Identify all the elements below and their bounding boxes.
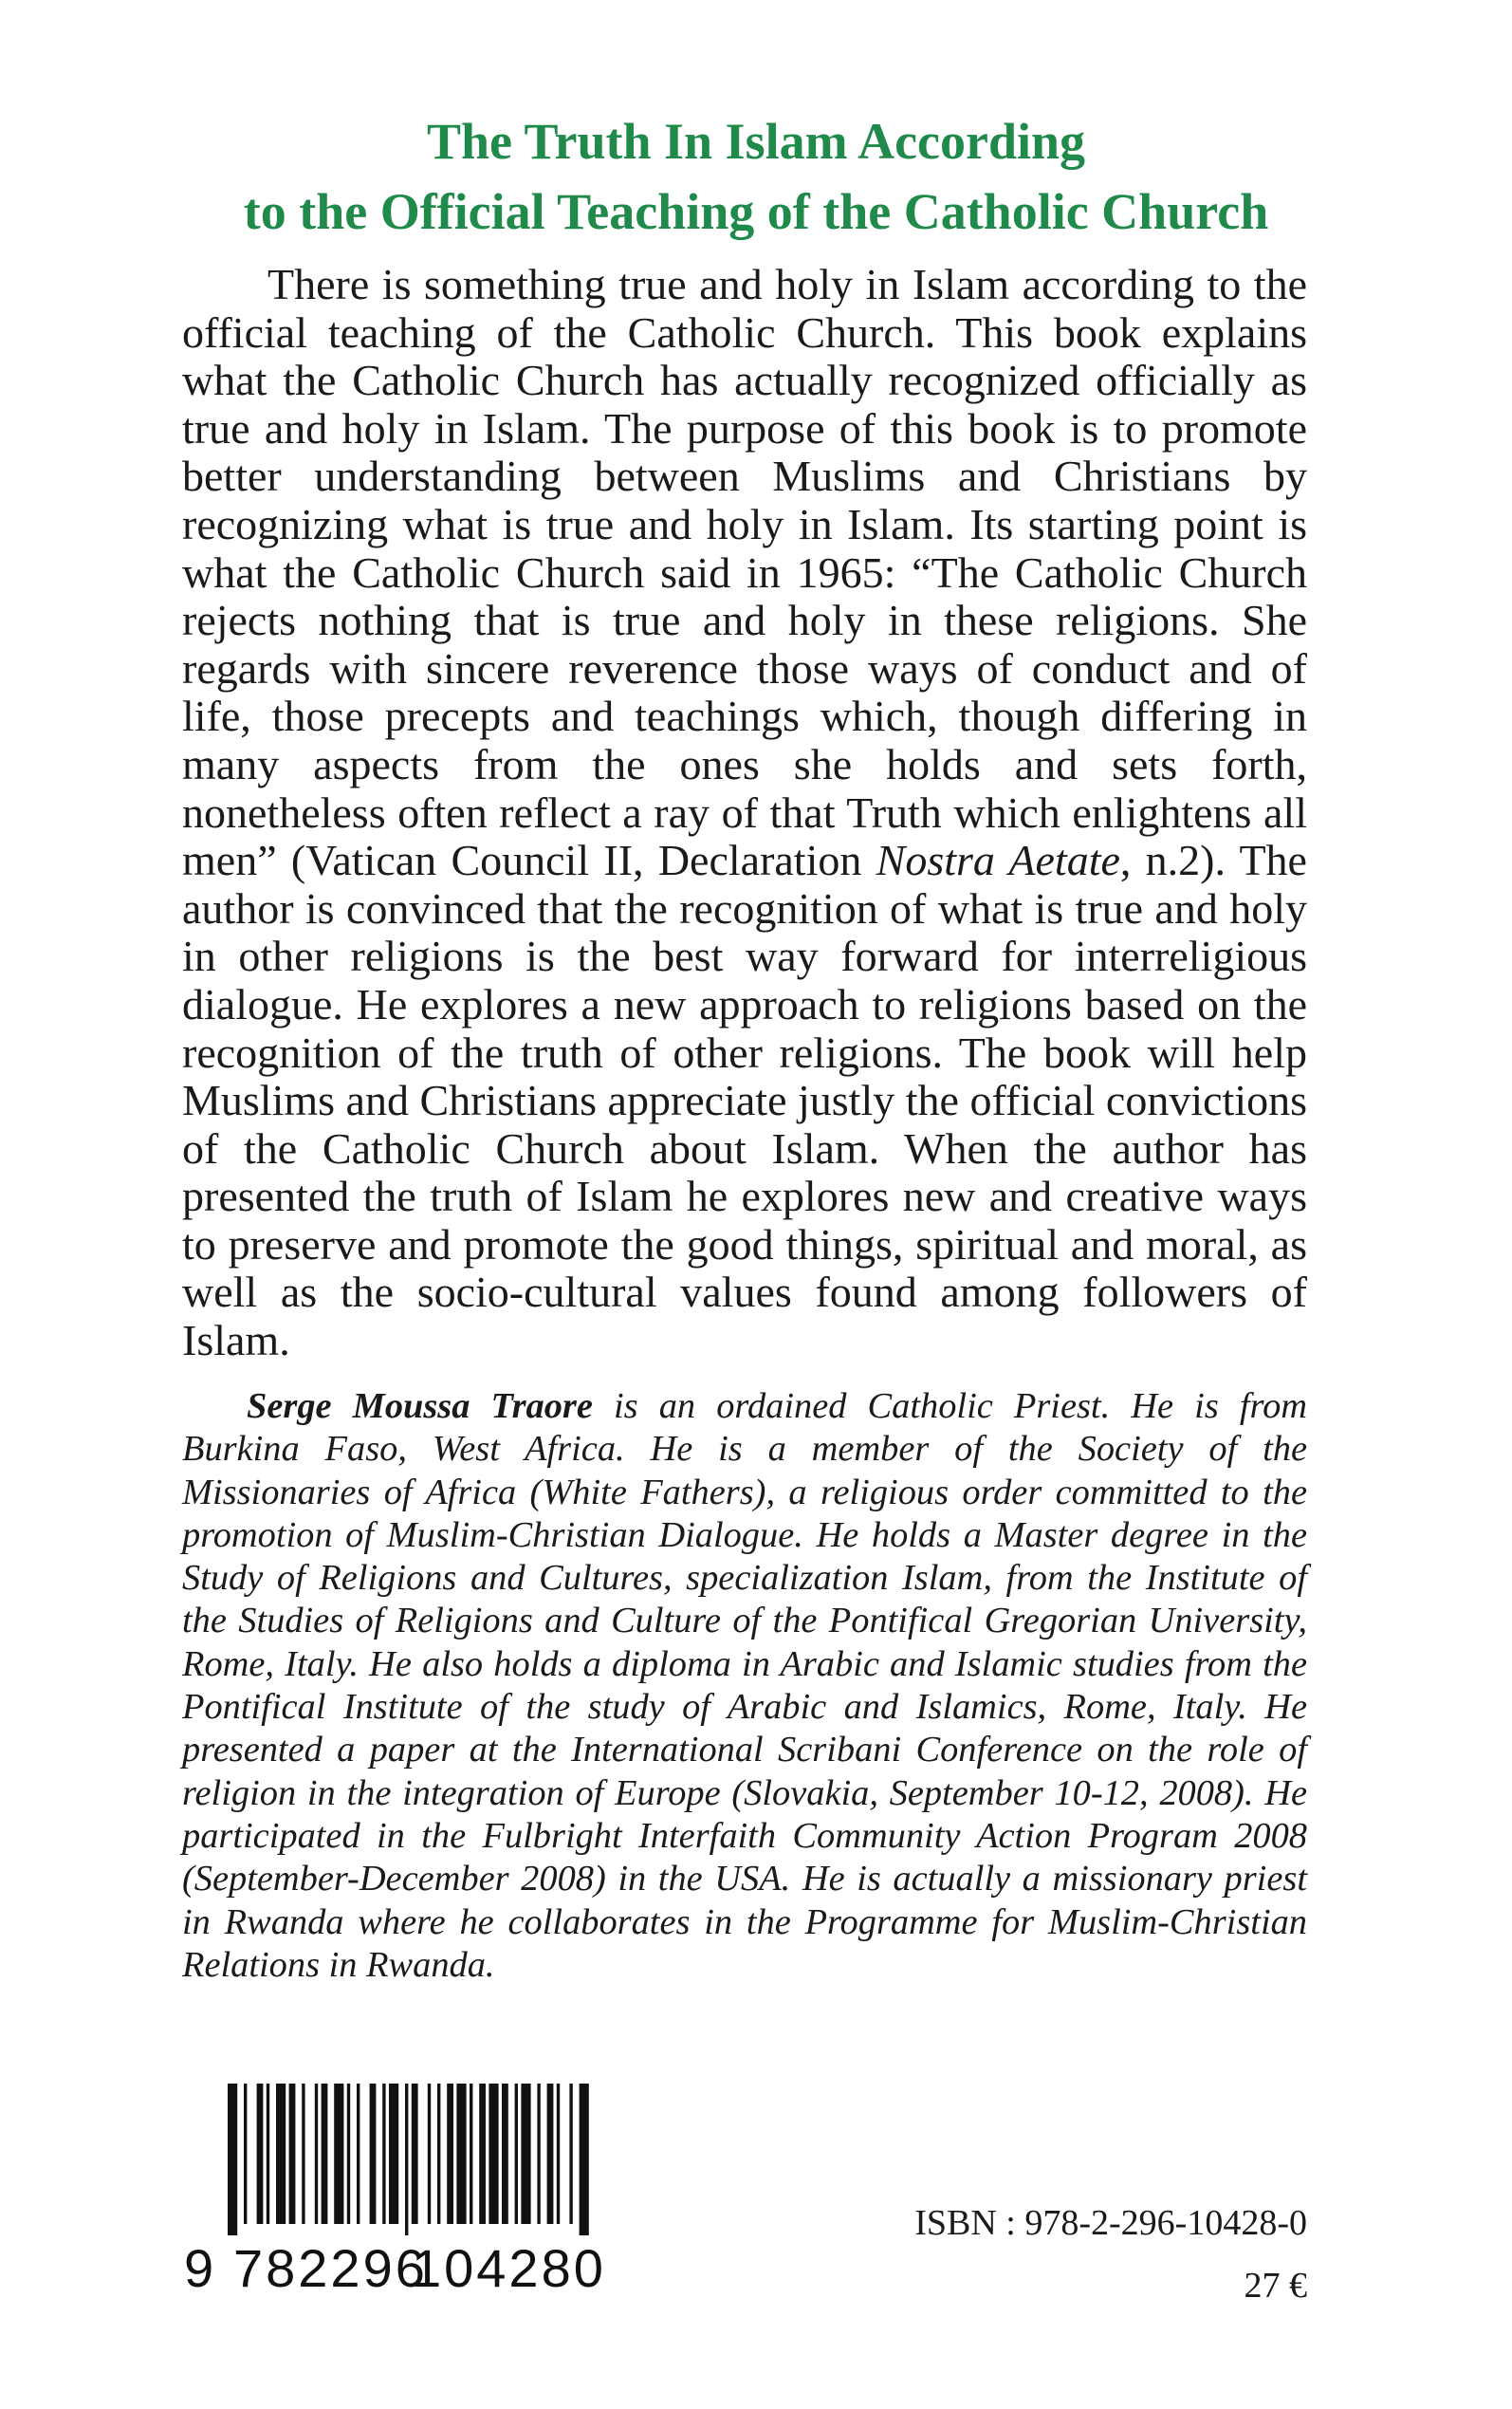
barcode-bar [302, 2084, 304, 2224]
barcode-bar [315, 2084, 318, 2224]
barcode-bar [370, 2084, 377, 2224]
barcode-bar [428, 2084, 431, 2224]
barcode-bar [502, 2084, 508, 2224]
barcode-bar [569, 2084, 572, 2224]
barcode-bar [547, 2084, 554, 2224]
barcode-digit-first: 9 [184, 2238, 214, 2298]
barcode-bar [479, 2084, 486, 2224]
barcode-bar [257, 2084, 264, 2224]
barcode-bar [470, 2084, 472, 2224]
book-title-line-1: The Truth In Islam According [426, 113, 1086, 170]
author-name: Serge Moussa Traore [247, 1386, 593, 1426]
barcode-digits-right-group: 104280 [412, 2238, 606, 2298]
barcode-bar [334, 2084, 343, 2224]
barcode-bar [276, 2084, 286, 2224]
barcode-bar [267, 2084, 269, 2224]
author-biography [182, 1385, 1307, 1987]
barcode-bar [357, 2084, 360, 2224]
barcode-bar [244, 2084, 247, 2224]
author-bio-text: is an ordained Catholic Priest. He is from Burkina Faso, West Africa. He is a member of the Society of the Missionaries of Africa (White Fathers), a religious order committed to the promotion of Muslim-Christian Dialogue. He holds a Master degree in the Study of Religions and Cultures, specialization Islam, from the Institute of the Studies of Religions and Culture of the Pontifical Gregorian University, Rome, Italy. He also holds a diploma in Arabic and Islamic studies from the Pontifical Institute of the study of Arabic and Islamics, Rome, Italy. He presented a paper at the International Scribani Conference on the role of religion in the integration of Europe (Slovakia, September 10-12, 2008). He participated in the Fulbright Interfaith Community Action Program 2008 (September-December 2008) in the USA. He is actually a missionary priest in Rwanda where he collaborates in the Programme for Muslim-Christian Relations in Rwanda. [182, 1386, 1307, 1985]
barcode-bar [412, 2084, 418, 2224]
book-title [0, 106, 1512, 247]
barcode [184, 2084, 592, 2235]
isbn-number: ISBN : 978-2-296-10428-0 [914, 2203, 1307, 2243]
barcode-bar [456, 2084, 466, 2224]
barcode-bar [289, 2084, 296, 2224]
barcode-bar [228, 2084, 237, 2235]
description-text-part-1: There is something true and holy in Islam according to the official teaching of the Catholic Church. This book explains what the Catholic Church has actually recognized officially as true and holy in Islam. The purpose of this book is to promote better understanding between Muslims and Christians by recognizing what is true and holy in Islam. Its starting point is what the Catholic Church said in 1965: “The Catholic Church rejects nothing that is true and holy in these religions. She regards with sincere reverence those ways of conduct and of life, those precepts and teachings which, though differing in many aspects from the ones she holds and sets forth, nonetheless often reflect a ray of that Truth which enlightens all men” (Vatican Council II, Declaration [182, 260, 1307, 885]
barcode-bar [580, 2084, 589, 2235]
price: 27 € [1244, 2266, 1307, 2306]
barcode-bar [382, 2084, 385, 2224]
barcode-bar [322, 2084, 328, 2224]
barcode-digits [184, 2237, 606, 2300]
barcode-bar [515, 2084, 518, 2224]
description-italic-title: Nostra Aetate [876, 836, 1120, 885]
barcode-bars [184, 2084, 592, 2235]
barcode-bar [437, 2084, 440, 2224]
barcode-bar [557, 2084, 560, 2224]
barcode-bar [537, 2084, 540, 2224]
barcode-bar [447, 2084, 453, 2224]
barcode-bar [389, 2084, 398, 2224]
barcode-bar [521, 2084, 530, 2224]
book-title-line-2: to the Official Teaching of the Catholic Church [243, 183, 1269, 240]
book-description [182, 261, 1307, 1365]
description-text-part-2: , n.2). The author is convinced that the recognition of what is true and holy in other religions is the best way forward for interreligious dialogue. He explores a new approach to religions based on the recognition of the truth of other religions. The book will help Muslims and Christians appreciate justly the official convictions of the Catholic Church about Islam. When the author has presented the truth of Islam he explores new and creative ways to preserve and promote the good things, spiritual and moral, as well as the socio-cultural values found among followers of Islam. [182, 836, 1307, 1365]
barcode-bar [347, 2084, 350, 2224]
barcode-digits-left-group: 782296 [233, 2238, 428, 2298]
barcode-bar [405, 2084, 408, 2235]
barcode-bar [489, 2084, 498, 2224]
